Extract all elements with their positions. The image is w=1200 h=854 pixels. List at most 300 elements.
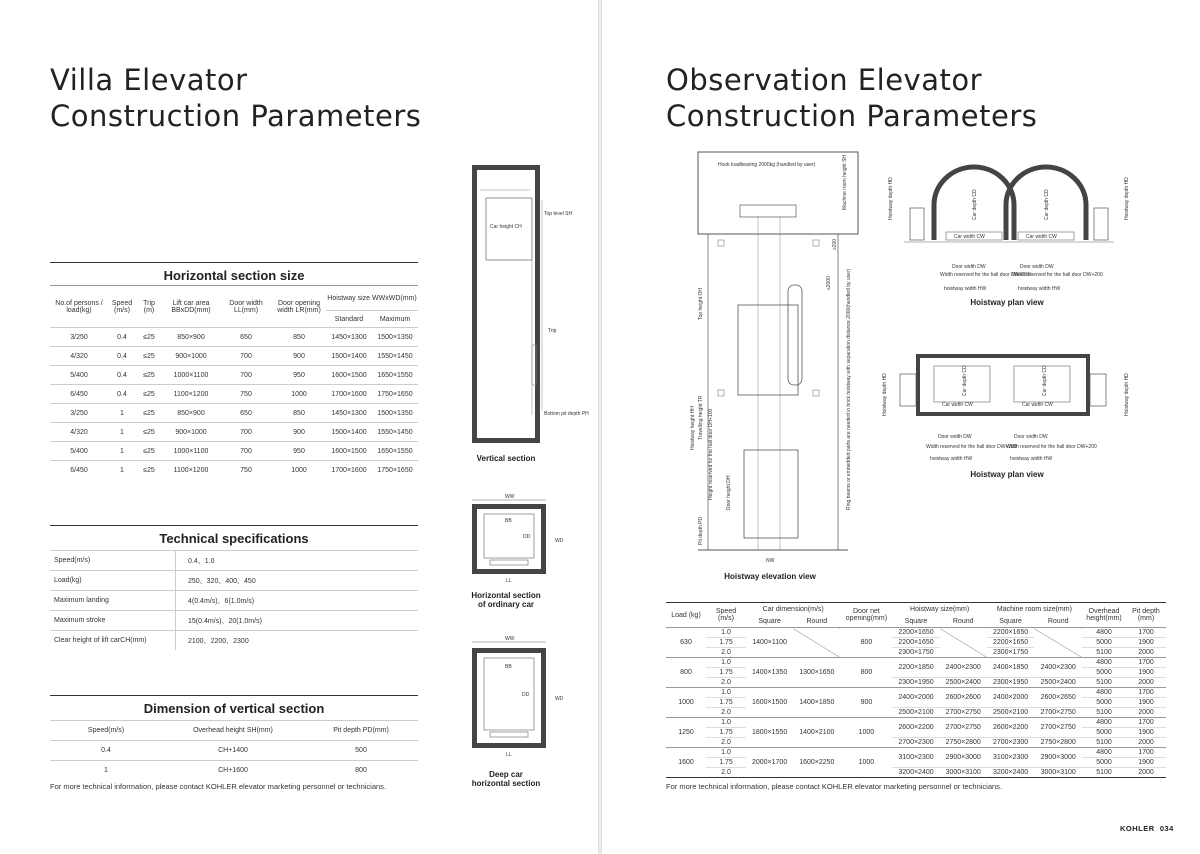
table-cell: 1000×1100 (162, 442, 220, 461)
table-row (50, 551, 418, 571)
header-cell: Door opening width LR(mm) (277, 299, 321, 314)
machine-round-cell: 2900×3000 (1034, 748, 1082, 768)
technical-table-body (50, 551, 418, 651)
label-hoistway-depth: Hoistway depth HD (882, 373, 888, 416)
pit-cell: 1700 (1126, 748, 1166, 758)
hoistway-square-cell: 2200×1650 (898, 639, 934, 646)
label-car-width: Car width CW (942, 402, 973, 408)
car-round-cell: 1600×2250 (793, 748, 840, 778)
diagram-label-bb: BB (505, 518, 512, 524)
speed-cell: 1.0 (706, 748, 746, 758)
pit-cell: 1900 (1138, 669, 1154, 676)
header-speed: Speed (m/s) (715, 608, 737, 622)
left-title-line2: Construction Parameters (50, 99, 422, 133)
header-hoistway: Hoistway size(mm) (910, 605, 970, 613)
pit-cell: 1900 (1138, 639, 1154, 646)
pit-cell: 2000 (1138, 769, 1154, 776)
table-cell: 6/450 (50, 385, 108, 404)
subheader-round: Round (952, 617, 974, 625)
table-cell: 950 (272, 442, 326, 461)
table-cell: 650 (220, 328, 272, 347)
machine-square-cell: 2500×2100 (992, 709, 1029, 716)
table-cell: 5/400 (50, 366, 108, 385)
table-cell: 750 (220, 461, 272, 480)
label-car-depth: Car depth CD (972, 189, 978, 220)
table-row (666, 628, 1166, 638)
label-width-reserved: Width reserved for the hall door DW+200 (940, 272, 1031, 278)
table-cell: 900×1000 (162, 347, 220, 366)
table-cell: CH+1400 (162, 741, 304, 761)
table-cell: 1550×1450 (372, 423, 418, 442)
table-cell: 1750×1650 (372, 385, 418, 404)
left-title (50, 62, 421, 134)
overhead-cell: 4800 (1082, 658, 1126, 668)
vertical-table-body (50, 741, 418, 781)
hoistway-round-cell: 2500×2400 (945, 679, 981, 686)
diagram-label-bottom-pit: Bottom pit depth PH (544, 411, 589, 417)
spec-label: Speed(m/s) (50, 551, 176, 571)
table-cell: 1650×1550 (372, 442, 418, 461)
table-row (50, 461, 418, 480)
subheader-round: Round (806, 617, 828, 625)
diagram-label-ww: WW (505, 494, 515, 500)
hoistway-square-cell: 2300×1750 (898, 649, 934, 656)
subheader-square: Square (758, 617, 781, 625)
right-page (602, 0, 1200, 854)
table-cell: 700 (220, 423, 272, 442)
table-cell: 1100×1200 (162, 385, 220, 404)
overhead-cell: 5000 (1096, 729, 1112, 736)
table-row (50, 385, 418, 404)
diagram-label-car-height: Car height CH (490, 224, 522, 230)
table-cell: 4/320 (50, 423, 108, 442)
plan-caption-1: Hoistway plan view (970, 298, 1044, 307)
diagram-label-ll: LL (506, 752, 512, 758)
speed-cell: 1.0 (706, 658, 746, 668)
header-load: Load (kg) (671, 611, 701, 619)
label-hoistway-depth: Hoistway depth HD (1124, 177, 1130, 220)
load-cell: 1000 (666, 688, 706, 718)
table-header-row (50, 286, 418, 311)
machine-round-cell: 2700×2750 (1034, 718, 1082, 738)
plan-view-square-diagram (878, 350, 1134, 468)
table-cell: 900×1000 (162, 423, 220, 442)
header-cell: Hoistway size WWxWD(mm) (327, 294, 417, 302)
hoistway-round-cell: 3000×3100 (945, 769, 981, 776)
table-cell: 1 (108, 461, 136, 480)
label-car-width: Car width CW (1022, 402, 1053, 408)
machine-square-cell: 3200×2400 (992, 769, 1029, 776)
header-overhead: Overhead height(mm) (1086, 608, 1122, 622)
spec-value: 4(0.4m/s)、6(1.0m/s) (176, 591, 419, 611)
table-cell: ≤25 (136, 404, 162, 423)
label-car-depth: Car depth CD (962, 365, 968, 396)
overhead-cell: 4800 (1082, 688, 1126, 698)
car-round-cell: 1400×1850 (793, 688, 840, 718)
ordinary-caption (460, 591, 552, 609)
load-cell: 1250 (666, 718, 706, 748)
left-title-line1: Villa Elevator (50, 63, 248, 97)
subheader-square: Square (999, 617, 1022, 625)
hoistway-square-cell: 3100×2300 (892, 748, 939, 768)
label-hoistway-width: hoistway width HW (944, 286, 987, 292)
table-row (50, 611, 418, 631)
table-cell: 1600×1500 (326, 442, 372, 461)
spec-label: Maximum stroke (50, 611, 176, 631)
table-cell: 650 (220, 404, 272, 423)
table-row (50, 571, 418, 591)
table-row (50, 423, 418, 442)
table-cell: 700 (220, 442, 272, 461)
spec-label: Clear height of lift carCH(mm) (50, 631, 176, 651)
speed-cell: 2.0 (721, 739, 731, 746)
subheader-square: Square (904, 617, 928, 625)
right-title (666, 62, 1037, 134)
overhead-cell: 5100 (1096, 709, 1112, 716)
pit-cell: 2000 (1138, 739, 1154, 746)
table-cell: 850 (272, 404, 326, 423)
table-cell: 1550×1450 (372, 347, 418, 366)
table-row (50, 442, 418, 461)
label-hoistway-width: hoistway width HW (930, 456, 973, 462)
header-car-dim: Car dimension(m/s) (762, 605, 824, 613)
header-cell: No.of persons / load(kg) (55, 299, 103, 314)
label-hoistway-depth: Hoistway depth HD (1124, 373, 1130, 416)
table-cell: 1750×1650 (372, 461, 418, 480)
observation-table-body (666, 628, 1166, 778)
table-row (666, 688, 1166, 698)
brand-logo: KOHLER (1120, 824, 1155, 833)
table-row (50, 347, 418, 366)
pit-cell: 1900 (1138, 759, 1154, 766)
load-cell: 1600 (666, 748, 706, 778)
overhead-cell: 5000 (1096, 669, 1112, 676)
table-cell: ≤25 (136, 347, 162, 366)
subheader-round: Round (1047, 617, 1069, 625)
table-cell: 5/400 (50, 442, 108, 461)
label-dim-200: ≥200 (832, 238, 838, 250)
hoistway-round-cell: 2900×3000 (940, 748, 987, 768)
table-row (50, 366, 418, 385)
table-row (50, 631, 418, 651)
label-nw: NW (766, 558, 775, 564)
table-row (666, 718, 1166, 728)
table-cell: 1 (108, 442, 136, 461)
machine-square-cell: 3100×2300 (987, 748, 1035, 768)
deep-caption-line2: horizontal section (471, 779, 541, 788)
brand-footer (1120, 824, 1174, 833)
header-cell: Trip (m) (143, 299, 155, 314)
table-cell: 0.4 (50, 741, 162, 761)
machine-round-cell: 2500×2400 (1040, 679, 1076, 686)
spec-label: Load(kg) (50, 571, 176, 591)
hoistway-round-cell: 2400×2300 (940, 658, 987, 678)
hoistway-round-cell: 2600×2600 (940, 688, 987, 708)
header-pit: Pit depth (mm) (1132, 608, 1160, 622)
table-row (50, 741, 418, 761)
vertical-table (50, 720, 418, 780)
overhead-cell: 4800 (1082, 628, 1126, 638)
label-hoistway-depth: Hoistway depth HD (888, 177, 894, 220)
overhead-cell: 4800 (1082, 748, 1126, 758)
table-cell: 1500×1350 (372, 404, 418, 423)
table-cell: 800 (304, 761, 418, 781)
machine-square-cell: 2300×1750 (992, 649, 1029, 656)
hoistway-square-cell: 2400×2000 (892, 688, 939, 708)
label-hall-door: Height reserved for the hall door DH+100 (708, 408, 714, 500)
machine-round-cell: 2400×2300 (1034, 658, 1082, 678)
table-cell: 1700×1600 (326, 461, 372, 480)
vertical-section-diagram (460, 160, 589, 450)
speed-cell: 2.0 (721, 769, 731, 776)
table-cell: 850×900 (162, 404, 220, 423)
load-cell: 800 (666, 658, 706, 688)
subheader-cell: Standard (326, 311, 372, 328)
label-door-width: Door width DW (938, 434, 972, 440)
car-square-cell: 1400×1100 (746, 628, 793, 658)
car-round-cell (793, 628, 840, 658)
diagram-label-top-level: Top level SH (544, 211, 573, 217)
left-footnote: For more technical information, please contact KOHLER elevator marketing personnel or technicians. (50, 782, 386, 791)
technical-heading: Technical specifications (159, 531, 309, 546)
speed-cell: 2.0 (721, 649, 731, 656)
technical-table (50, 550, 418, 650)
table-row (50, 328, 418, 347)
label-pit: Pit depth PD (698, 516, 704, 545)
label-door-width: Door width DW (952, 264, 986, 270)
speed-cell: 1.75 (719, 669, 733, 676)
car-round-cell: 1400×2100 (793, 718, 840, 748)
horizontal-heading: Horizontal section size (163, 268, 305, 283)
overhead-cell: 5100 (1096, 679, 1112, 686)
pit-cell: 2000 (1138, 649, 1154, 656)
door-cell: 800 (840, 658, 892, 688)
speed-cell: 1.0 (706, 628, 746, 638)
machine-square-cell: 2600×2200 (987, 718, 1035, 738)
table-row (666, 738, 1166, 748)
right-title-line2: Construction Parameters (666, 99, 1038, 133)
overhead-cell: 5100 (1096, 769, 1112, 776)
technical-section (50, 525, 418, 546)
hoistway-square-cell: 3200×2400 (898, 769, 934, 776)
door-cell: 1000 (840, 718, 892, 748)
vertical-dimension-section (50, 695, 418, 716)
diagram-label-trip: Trip (548, 328, 557, 334)
label-width-reserved: Width reserved for the hall door DW+200 (1012, 272, 1103, 278)
table-cell: 0.4 (108, 366, 136, 385)
overhead-cell: 5000 (1096, 699, 1112, 706)
table-row (50, 404, 418, 423)
speed-cell: 1.75 (719, 639, 733, 646)
header-cell: Pit depth PD(mm) (304, 721, 418, 741)
machine-square-cell: 2700×2300 (992, 739, 1029, 746)
table-row (666, 648, 1166, 658)
table-cell: ≤25 (136, 461, 162, 480)
table-cell: CH+1600 (162, 761, 304, 781)
header-cell: Lift car area BBxDD(mm) (171, 299, 211, 314)
hoistway-round-cell (940, 628, 987, 658)
page-number: 034 (1159, 824, 1174, 833)
plan-view-round-diagram (884, 160, 1134, 295)
table-cell: 0.4 (108, 385, 136, 404)
table-cell: 700 (220, 347, 272, 366)
table-row (666, 658, 1166, 668)
table-cell: 500 (304, 741, 418, 761)
table-row (666, 638, 1166, 648)
table-cell: 3/250 (50, 404, 108, 423)
table-cell: ≤25 (136, 385, 162, 404)
table-row (666, 678, 1166, 688)
load-cell: 630 (666, 628, 706, 658)
machine-square-cell: 2200×1650 (987, 628, 1035, 638)
table-cell: 1 (50, 761, 162, 781)
header-cell: Overhead height SH(mm) (162, 721, 304, 741)
overhead-cell: 5000 (1096, 639, 1112, 646)
table-row (50, 761, 418, 781)
label-hoistway-height: Hoistway height HH (690, 406, 696, 450)
hoistway-square-cell: 2200×1650 (892, 628, 939, 638)
spec-value: 250、320、400、450 (176, 571, 419, 591)
speed-cell: 2.0 (721, 679, 731, 686)
machine-square-cell: 2300×1950 (992, 679, 1029, 686)
table-header-row (50, 721, 418, 741)
label-door-width: Door width DW (1020, 264, 1054, 270)
table-cell: 1450×1300 (326, 404, 372, 423)
pit-cell: 1700 (1126, 658, 1166, 668)
label-hoistway-width: hoistway width HW (1010, 456, 1053, 462)
diagram-label-wd: WD (555, 538, 564, 544)
table-cell: 1700×1600 (326, 385, 372, 404)
table-cell: ≤25 (136, 423, 162, 442)
right-title-line1: Observation Elevator (666, 63, 983, 97)
machine-round-cell: 2600×2650 (1034, 688, 1082, 708)
pit-cell: 2000 (1138, 709, 1154, 716)
car-square-cell: 1600×1500 (746, 688, 793, 718)
label-hoistway-width: hoistway width HW (1018, 286, 1061, 292)
table-cell: 6/450 (50, 461, 108, 480)
deep-caption-line1: Deep car (489, 770, 523, 779)
ordinary-caption-line2: of ordinary car (477, 600, 534, 609)
car-square-cell: 1800×1550 (746, 718, 793, 748)
table-cell: 1 (108, 423, 136, 442)
machine-round-cell: 2700×2750 (1040, 709, 1076, 716)
observation-table (666, 602, 1166, 778)
machine-round-cell: 2750×2800 (1040, 739, 1076, 746)
header-cell: Speed(m/s) (50, 721, 162, 741)
label-door-width: Door width DW (1014, 434, 1048, 440)
table-cell: 1000 (272, 461, 326, 480)
label-top-height: Top height OH (698, 288, 704, 320)
plan-caption-2: Hoistway plan view (970, 470, 1044, 479)
label-width-reserved: Width reserved for the hall door DW+200 (926, 444, 1017, 450)
horizontal-table-body (50, 328, 418, 480)
speed-cell: 1.75 (719, 729, 733, 736)
speed-cell: 1.0 (706, 718, 746, 728)
overhead-cell: 5100 (1096, 739, 1112, 746)
table-row (666, 748, 1166, 758)
label-door-height: Door height DH (726, 475, 732, 510)
elevation-caption: Hoistway elevation view (724, 572, 816, 581)
pit-cell: 1700 (1126, 688, 1166, 698)
table-cell: 1100×1200 (162, 461, 220, 480)
label-machine-room: Machine room height SH (842, 154, 848, 210)
table-row (666, 708, 1166, 718)
car-round-cell: 1300×1650 (793, 658, 840, 688)
table-row (666, 768, 1166, 778)
overhead-cell: 5000 (1096, 759, 1112, 766)
spec-value: 15(0.4m/s)、20(1.0m/s) (176, 611, 419, 631)
label-hook: Hook loadbearing 2000kg (handled by user) (718, 162, 816, 168)
table-cell: 750 (220, 385, 272, 404)
horizontal-section (50, 262, 418, 283)
header-cell: Speed (m/s) (111, 299, 133, 314)
deep-caption (460, 770, 552, 788)
table-cell: 1500×1400 (326, 347, 372, 366)
table-row (50, 591, 418, 611)
elevation-diagram (688, 150, 858, 570)
ordinary-caption-line1: Horizontal section (471, 591, 541, 600)
diagram-label-wd: WD (555, 696, 564, 702)
diagram-label-ll: LL (506, 578, 512, 584)
speed-cell: 1.75 (719, 699, 733, 706)
header-door: Door net opening(mm) (845, 608, 888, 622)
spec-value: 2100、2200、2300 (176, 631, 419, 651)
overhead-cell: 5100 (1096, 649, 1112, 656)
header-machine: Machine room size(mm) (996, 605, 1072, 613)
table-cell: 850 (272, 328, 326, 347)
table-cell: 3/250 (50, 328, 108, 347)
label-width-reserved: Width reserved for the hall door DW+200 (1006, 444, 1097, 450)
machine-square-cell: 2400×2000 (987, 688, 1035, 708)
right-footnote: For more technical information, please contact KOHLER elevator marketing personnel or technicians. (666, 782, 1002, 791)
vertical-section-caption: Vertical section (476, 454, 536, 463)
table-cell: ≤25 (136, 366, 162, 385)
label-car-depth: Car depth CD (1042, 365, 1048, 396)
machine-round-cell: 3000×3100 (1040, 769, 1076, 776)
table-cell: 1000×1100 (162, 366, 220, 385)
table-cell: 0.4 (108, 328, 136, 347)
vertical-heading: Dimension of vertical section (143, 701, 325, 716)
table-cell: 900 (272, 423, 326, 442)
horizontal-table (50, 285, 418, 479)
label-ring-beam: Ring beams or embedded parts are needed in brick hoistway with separation distance 2000(handled by user) (846, 268, 852, 510)
machine-square-cell: 2400×1850 (987, 658, 1035, 678)
pit-cell: 1700 (1126, 628, 1166, 638)
pit-cell: 1900 (1138, 729, 1154, 736)
table-cell: 1600×1500 (326, 366, 372, 385)
speed-cell: 1.0 (706, 688, 746, 698)
hoistway-square-cell: 2700×2300 (898, 739, 934, 746)
table-cell: 900 (272, 347, 326, 366)
pit-cell: 1900 (1138, 699, 1154, 706)
table-cell: 1500×1400 (326, 423, 372, 442)
door-cell: 1000 (840, 748, 892, 778)
hoistway-square-cell: 2300×1950 (898, 679, 934, 686)
hoistway-round-cell: 2700×2750 (940, 718, 987, 738)
speed-cell: 1.75 (719, 759, 733, 766)
overhead-cell: 4800 (1082, 718, 1126, 728)
table-cell: ≤25 (136, 328, 162, 347)
hoistway-round-cell: 2700×2750 (945, 709, 981, 716)
left-page (0, 0, 598, 854)
machine-square-cell: 2200×1650 (992, 639, 1029, 646)
table-header-row (666, 603, 1166, 616)
machine-round-cell (1034, 628, 1082, 658)
door-cell: 800 (840, 628, 892, 658)
pit-cell: 2000 (1138, 679, 1154, 686)
pit-cell: 1700 (1126, 718, 1166, 728)
table-cell: 1450×1300 (326, 328, 372, 347)
